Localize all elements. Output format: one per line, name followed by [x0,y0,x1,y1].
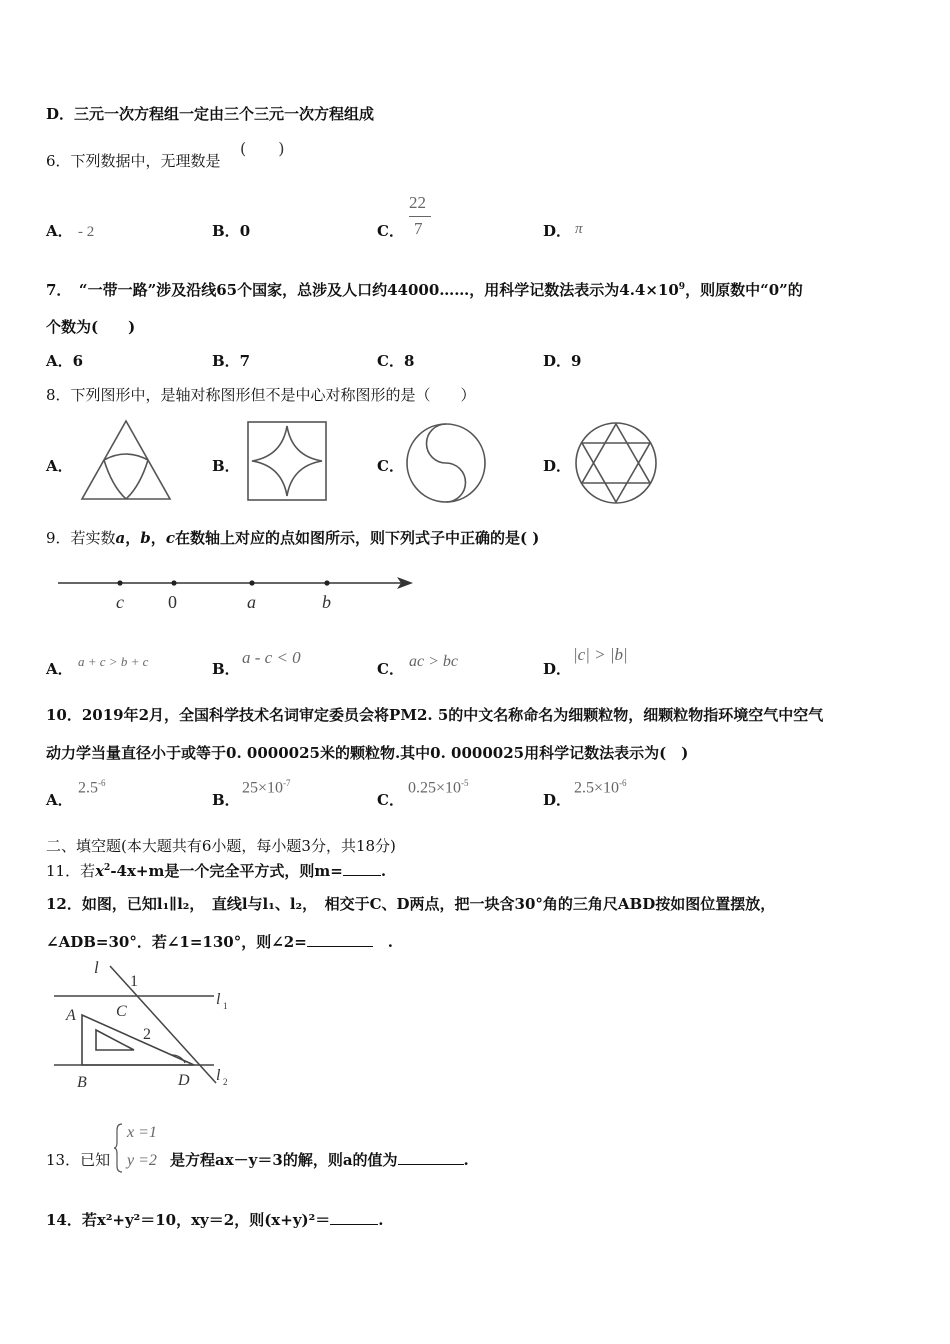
q6-option-b-label: B．0 [212,222,251,240]
q9-option-d-label: D． [543,660,572,678]
q6-option-c-numerator: 22 [409,193,426,212]
svg-text:D: D [178,1072,190,1089]
q6-option-a-value: - 2 [78,224,95,240]
q12-answer-blank[interactable] [307,946,373,947]
q9-number-line [55,572,420,617]
svg-text:1: 1 [130,973,138,990]
axis-label-0: 0 [168,592,177,612]
q14-stem: 14．若x²+y²＝10，xy＝2，则(x+y)²＝ . [46,1211,384,1229]
q11-stem: 11．若$x^2-4x+m$是一个完全平方式，则m= . [46,862,387,880]
q11-answer-blank[interactable] [343,875,381,876]
q6-stem-text: 6．下列数据中，无理数是 [46,152,221,170]
q5-option-d: D．三元一次方程组一定由三个三元一次方程组成 [46,105,375,123]
q8-option-c: C． [377,457,404,475]
q10-option-d-label: D． [543,791,572,809]
q8-figure-a-triangle [76,418,176,504]
axis-label-b: b [322,592,331,612]
q9-option-d-value: |c| > |b| [573,645,628,664]
svg-text:C: C [116,1003,127,1020]
q9-option-a-value: a + c > b + c [78,654,149,669]
q6-fraction-bar [409,216,431,217]
q7-option-a: A．6 [46,352,84,370]
q6-option-d-value: π [575,221,583,237]
svg-text:B: B [77,1074,87,1091]
q8-option-a: A． [46,457,73,475]
section-2-heading: 二、填空题(本大题共有6小题，每小题3分，共18分) [46,837,396,855]
svg-text:2: 2 [143,1026,151,1043]
q13-system-brace [114,1122,124,1174]
svg-text:l: l [94,958,99,977]
q9-option-c-value: ac > bc [409,653,458,670]
q12-line1: 12．如图，已知l₁∥l₂， 直线l与l₁、l₂， 相交于C、D两点，把一块含30°角的三角尺ABD按如图位置摆放， [46,895,776,913]
q6-option-c-label: C． [377,222,404,240]
q6-stem [46,150,221,171]
q7-line2: 个数为( ) [46,318,136,336]
q10-line2: 动力学当量直径小于或等于0. 0000025米的颗粒物.其中0. 0000025用科学记数法表示为( ) [46,744,689,762]
q13-equation-2: y =2 [127,1152,157,1169]
q8-figure-b-square-star [246,420,328,502]
q6-paren: ( ) [240,139,285,158]
svg-text:l: l [216,991,221,1008]
q9-option-c-label: C． [377,660,404,678]
q9-option-a-label: A． [46,660,73,678]
q8-figure-c-yinyang [404,421,488,505]
q8-option-b: B． [212,457,240,475]
q13-prefix: 13．已知 [46,1151,111,1169]
q14-answer-blank[interactable] [330,1224,378,1225]
q7-option-b: B．7 [212,352,251,370]
axis-label-c: c [116,592,124,612]
q10-option-b-value: $25\times 10^{-7}$ [242,778,291,797]
q12-figure [50,958,240,1093]
q8-option-d: D． [543,457,572,475]
q10-option-a-value: $2.5^{-6}$ [78,778,106,797]
q10-line1: 10．2019年2月，全国科学技术名词审定委员会将PM2. 5的中文名称命名为细颗粒物，细颗粒物指环境空气中空气 [46,706,824,724]
svg-text:l: l [216,1067,221,1084]
q7-option-d: D．9 [543,352,582,370]
q6-option-d-label: D． [543,222,572,240]
axis-label-a: a [247,592,256,612]
q13-stem: 是方程ax－y＝3的解，则a的值为 . [170,1151,469,1169]
q12-line2: ∠ADB=30°．若∠1=130°，则∠2= . [46,933,394,951]
svg-text:1: 1 [223,1001,228,1011]
q9-stem: 9．若实数a，b，c在数轴上对应的点如图所示，则下列式子中正确的是( ) [46,529,540,547]
q6-option-c-denominator: 7 [414,219,423,238]
q10-option-c-value: $0.25\times 10^{-5}$ [408,778,469,797]
q9-option-b-value: a - c < 0 [242,648,301,667]
q8-stem: 8．下列图形中，是轴对称图形但不是中心对称图形的是（ ） [46,386,476,404]
q6-option-a-label: A． [46,222,73,240]
q9-option-b-label: B． [212,660,240,678]
q7-line1: 7． “一带一路”涉及沿线65个国家，总涉及人口约44000……，用科学记数法表示为$4.4\times 10^9$，则原数中“0”的 [46,281,803,299]
q13-equation-1: x =1 [127,1124,157,1141]
q7-option-c: C．8 [377,352,415,370]
svg-text:A: A [66,1007,76,1024]
q10-option-b-label: B． [212,791,240,809]
q8-figure-d-hexagram [572,420,660,506]
q13-answer-blank[interactable] [398,1164,464,1165]
q10-option-c-label: C． [377,791,404,809]
svg-text:2: 2 [223,1077,228,1087]
q10-option-d-value: $2.5\times 10^{-6}$ [574,778,627,797]
q10-option-a-label: A． [46,791,73,809]
